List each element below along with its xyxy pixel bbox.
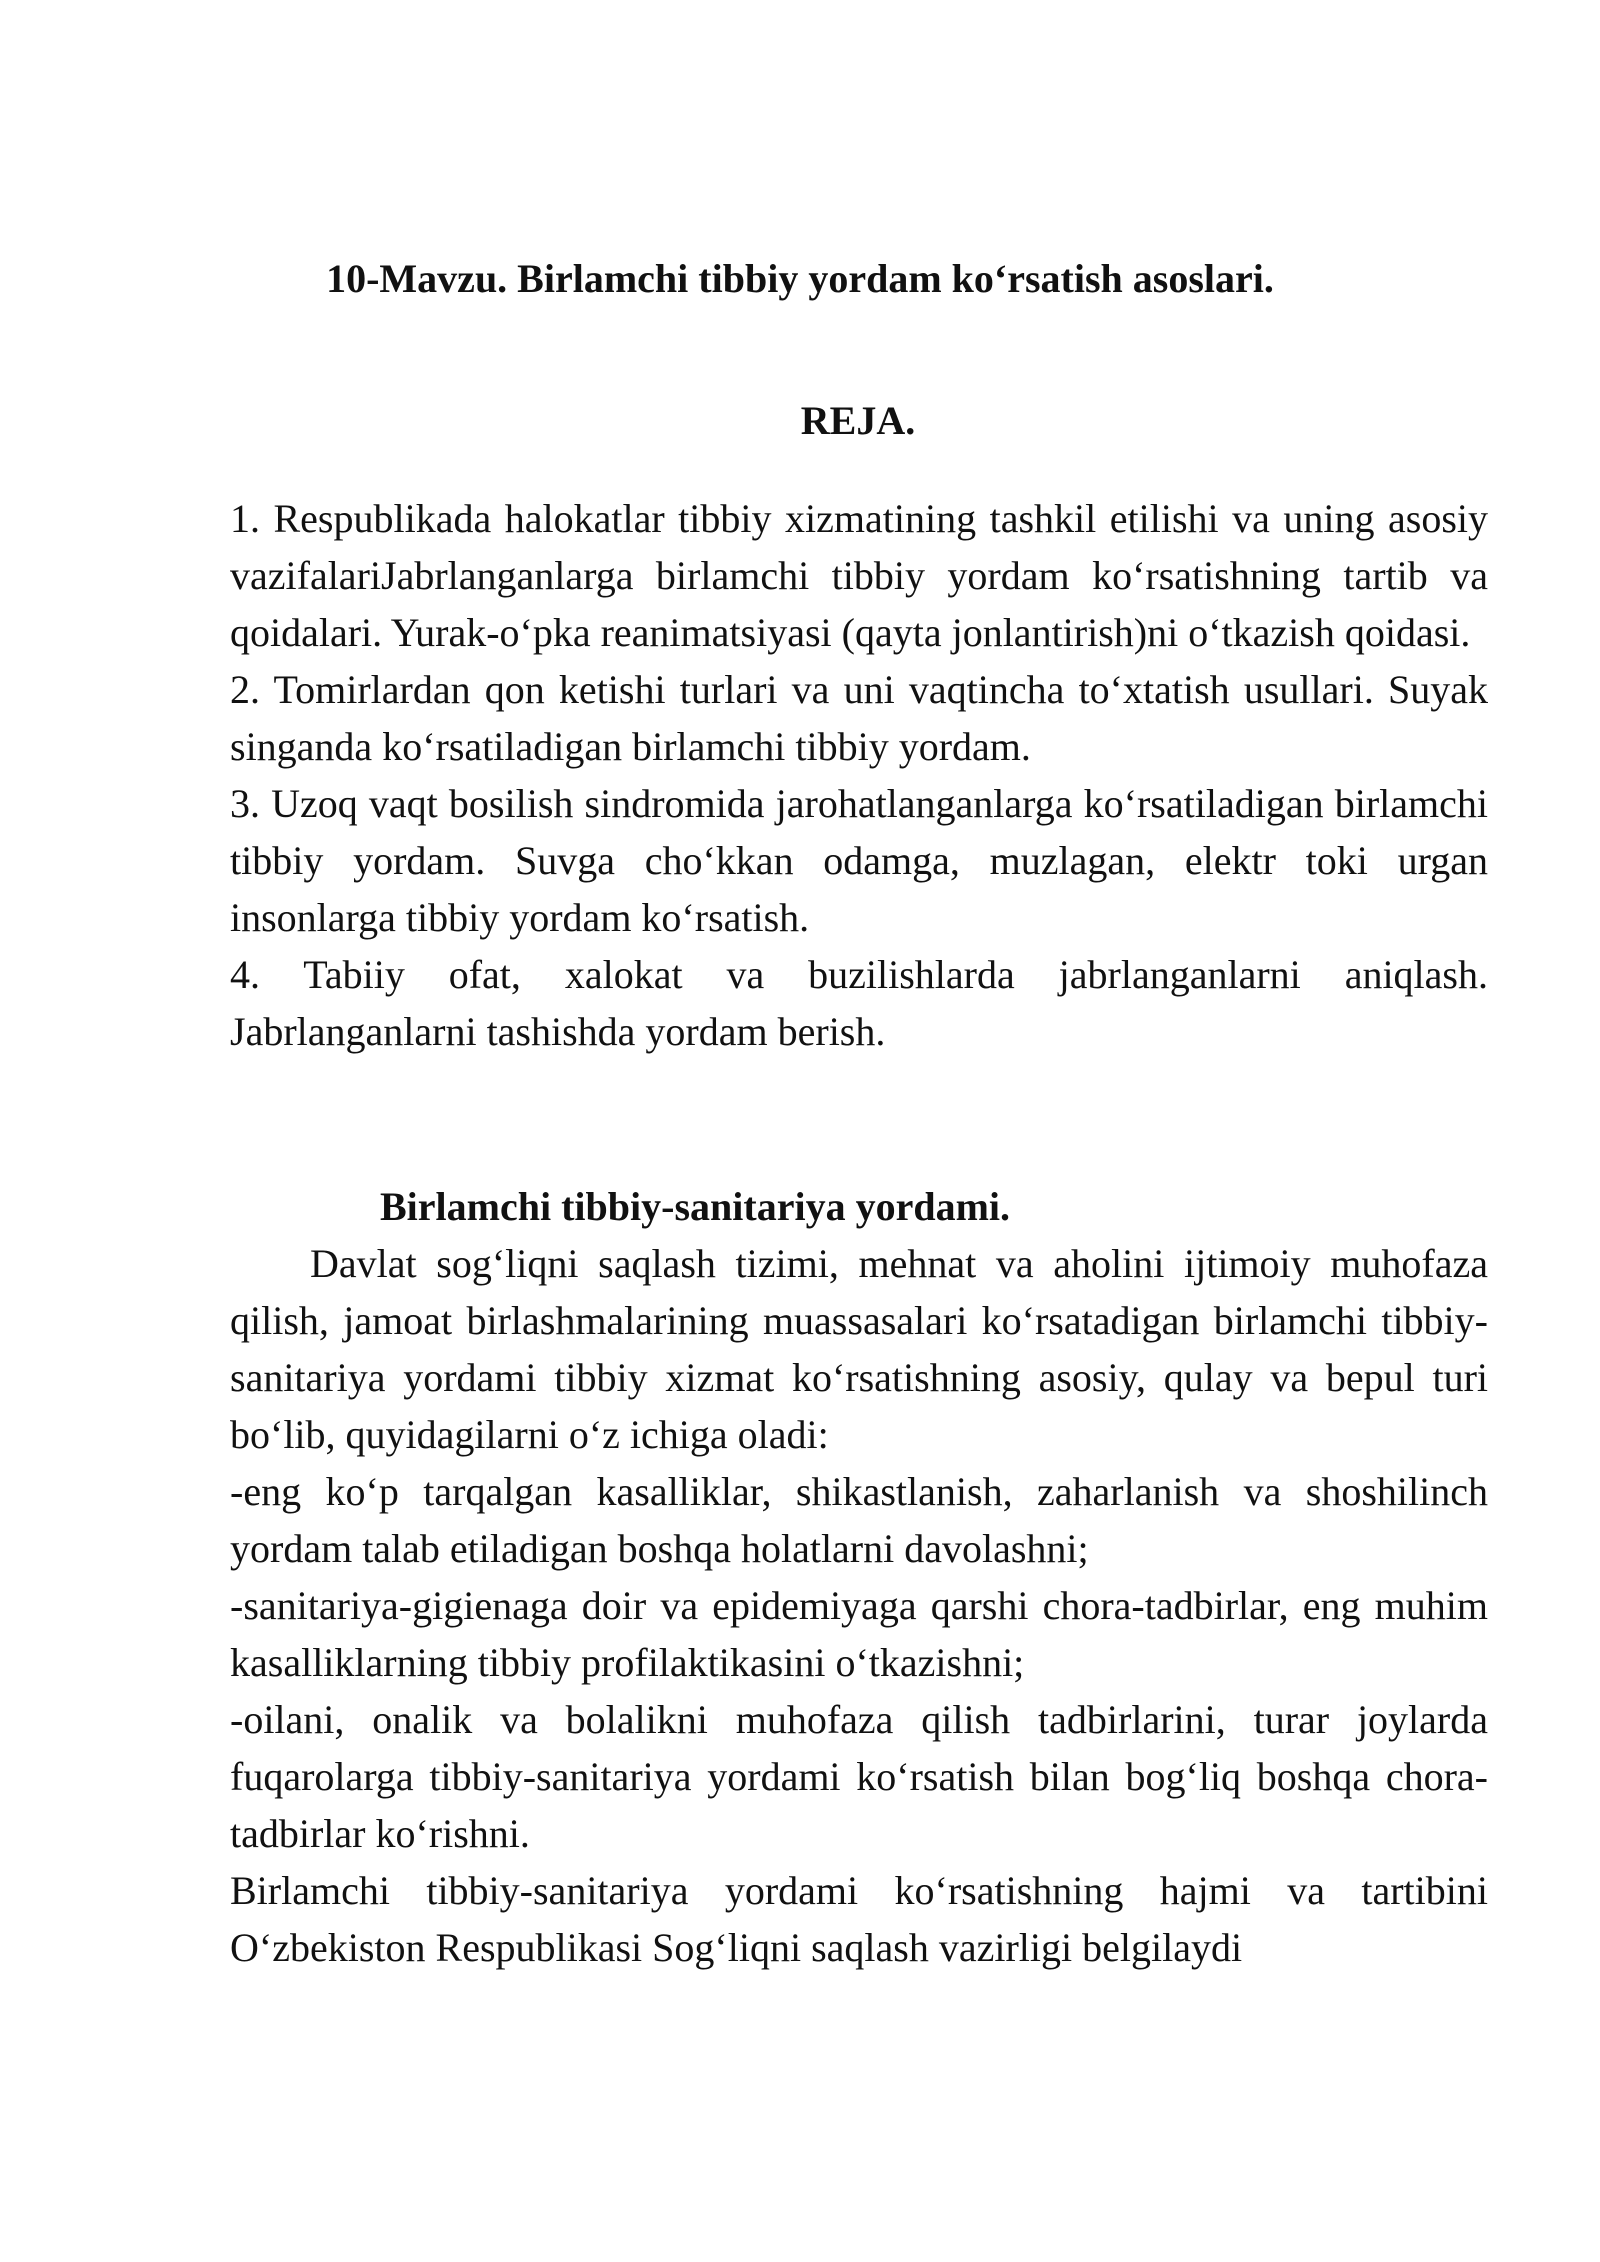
body-paragraph: -sanitariya-gigienaga doir va epidemiyaga qarshi chora-tadbirlar, eng muhim kasalliklarning tibbiy profilaktikasini o‘tkazishni; <box>230 1583 1488 1685</box>
body-paragraph: -oilani, onalik va bolalikni muhofaza qilish tadbirlarini, turar joylarda fuqarolarga tibbiy-sanitariya yordami ko‘rsatish bilan bog‘liq boshqa chora-tadbirlar ko‘rishni. <box>230 1697 1488 1856</box>
plan-item: 3. Uzoq vaqt bosilish sindromida jarohatlanganlarga ko‘rsatiladigan birlamchi tibbiy yordam. Suvga cho‘kkan odamga, muzlagan, elektr toki urgan insonlarga tibbiy yordam ko‘rsatish. <box>230 781 1488 940</box>
plan-item: 2. Tomirlardan qon ketishi turlari va uni vaqtincha to‘xtatish usullari. Suyak singanda ko‘rsatiladigan birlamchi tibbiy yordam. <box>230 667 1488 769</box>
body-paragraph: -eng ko‘p tarqalgan kasalliklar, shikastlanish, zaharlanish va shoshilinch yordam talab etiladigan boshqa holatlarni davolashni; <box>230 1469 1488 1571</box>
plan-list <box>230 490 1488 1060</box>
plan-heading: REJA. <box>800 398 916 443</box>
plan-item: 1. Respublikada halokatlar tibbiy xizmatining tashkil etilishi va uning asosiy vazifalariJabrlanganlarga birlamchi tibbiy yordam ko‘rsatishning tartib va qoidalari. Yurak-o‘pka reanimatsiyasi (qayta jonlantirish)ni o‘tkazish qoidasi. <box>230 496 1488 655</box>
body-paragraph: Birlamchi tibbiy-sanitariya yordami ko‘rsatishning hajmi va tartibini O‘zbekiston Respublikasi Sog‘liqni saqlash vazirligi belgilaydi <box>230 1868 1488 1970</box>
document-title: 10-Mavzu. Birlamchi tibbiy yordam ko‘rsatish asoslari. <box>326 256 1274 301</box>
body-paragraph: Davlat sog‘liqni saqlash tizimi, mehnat va aholini ijtimoiy muhofaza qilish, jamoat birlashmalarining muassasalari ko‘rsatadigan birlamchi tibbiy-sanitariya yordami tibbiy xizmat ko‘rsatishning asosiy, qulay va bepul turi bo‘lib, quyidagilarni o‘z ichiga oladi: <box>230 1241 1488 1457</box>
plan-item: 4. Tabiiy ofat, xalokat va buzilishlarda jabrlanganlarni aniqlash. Jabrlanganlarni tashishda yordam berish. <box>230 952 1488 1054</box>
section-body <box>230 1235 1488 1976</box>
section-heading: Birlamchi tibbiy-sanitariya yordami. <box>380 1184 1010 1229</box>
